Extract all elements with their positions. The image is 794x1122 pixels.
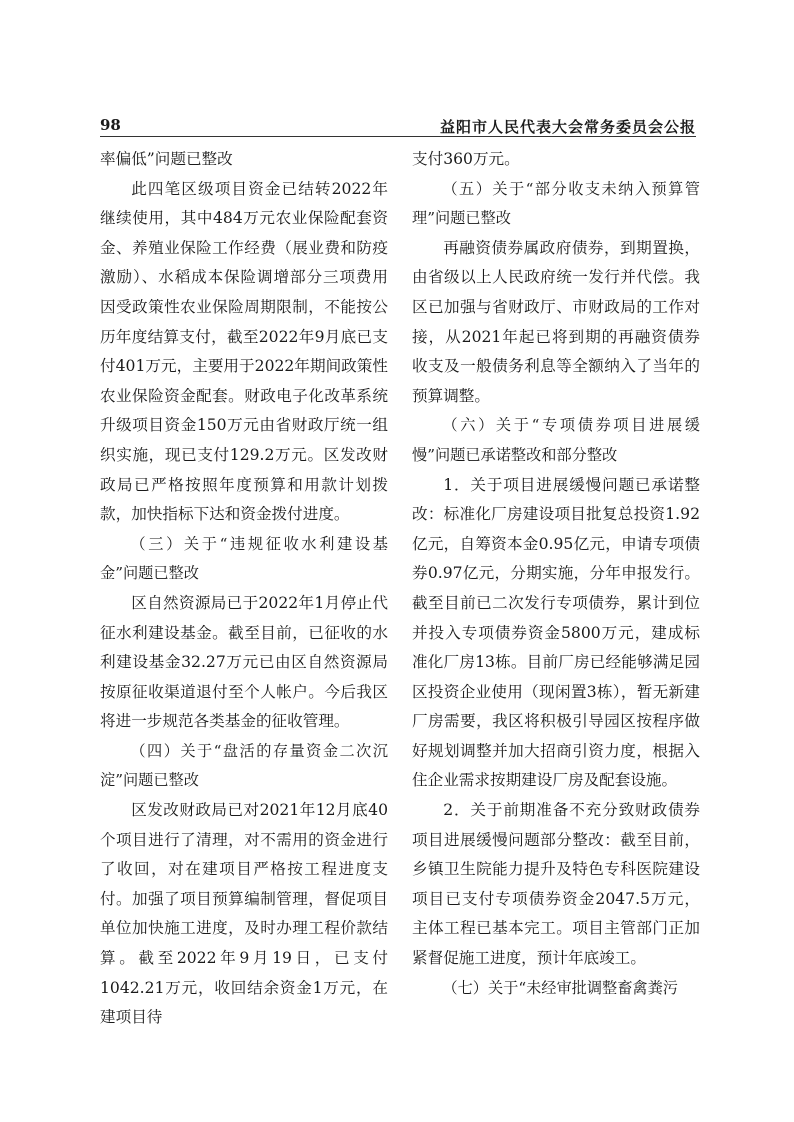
page-number: 98 (100, 116, 121, 134)
paragraph: 区发改财政局已对2021年12月底40个项目进行了清理，对不需用的资金进行了收回，对在建项目严格按工程进度支付。加强了项目预算编制管理，督促项目单位加快施工进度，及时办理工程价款结算。截至2022年9月19日，已支付1042.21万元，收回结余资金1万元，在建项目待 (100, 801, 388, 1027)
paragraph: 再融资债券属政府债券，到期置换，由省级以上人民政府统一发行并代偿。我区已加强与省财政厅、市财政局的工作对接，从2021年起已将到期的再融资债券收支及一般债务利息等全额纳入了当年的预算调整。 (412, 238, 700, 405)
heading-continuation: 率偏低”问题已整改 (100, 150, 233, 168)
section-heading: （三）关于“违规征收水利建设基金”问题已整改 (100, 534, 388, 583)
right-column (412, 145, 700, 1003)
section-heading: （七）关于“未经审批调整畜禽粪污 (442, 978, 678, 997)
page-header (100, 112, 696, 136)
paragraph: 2．关于前期准备不充分致财政债券项目进展缓慢问题部分整改：截至目前，乡镇卫生院能力提升及特色专科医院建设项目已支付专项债券资金2047.5万元，主体工程已基本完工。项目主管部门正加紧督促施工进度，预计年底竣工。 (412, 801, 700, 968)
section-heading: （四）关于“盘活的存量资金二次沉淀”问题已整改 (100, 741, 388, 790)
paragraph: 区自然资源局已于2022年1月停止代征水利建设基金。截至目前，已征收的水利建设基金32.27万元已由区自然资源局按原征收渠道退付至个人帐户。今后我区将进一步规范各类基金的征收管理。 (100, 593, 388, 731)
section-heading: （六）关于“专项债券项目进展缓慢”问题已承诺整改和部分整改 (412, 416, 700, 464)
paragraph: 此四笔区级项目资金已结转2022年继续使用，其中484万元农业保险配套资金、养殖业保险工作经费（展业费和防疫激励）、水稻成本保险调增部分三项费用因受政策性农业保险周期限制，不能按公历年度结算支付，截至2022年9月底已支付401万元，主要用于2022年期间政策性农业保险资金配套。财政电子化改革系统升级项目资金150万元由省财政厅统一组织实施，现已支付129.2万元。区发改财政局已严格按照年度预算和用款计划拨款，加快指标下达和资金拨付进度。 (100, 179, 388, 524)
left-column (100, 145, 388, 1033)
section-heading: （五）关于“部分收支未纳入预算管理”问题已整改 (412, 179, 700, 228)
paragraph-continuation: 支付360万元。 (412, 150, 520, 168)
journal-title: 益阳市人民代表大会常务委员会公报 (439, 118, 696, 136)
header-rule (100, 136, 696, 137)
paragraph: 1．关于项目进展缓慢问题已承诺整改：标准化厂房建设项目批复总投资1.92亿元，自筹资本金0.95亿元，申请专项债券0.97亿元，分期实施，分年申报发行。截至目前已二次发行专项债券，累计到位并投入专项债券资金5800万元，建成标准化厂房13栋。目前厂房已经能够满足园区投资企业使用（现闲置3栋），暂无新建厂房需要，我区将积极引导园区按程序做好规划调整并加大招商引资力度，根据入住企业需求按期建设厂房及配套设施。 (412, 475, 700, 790)
